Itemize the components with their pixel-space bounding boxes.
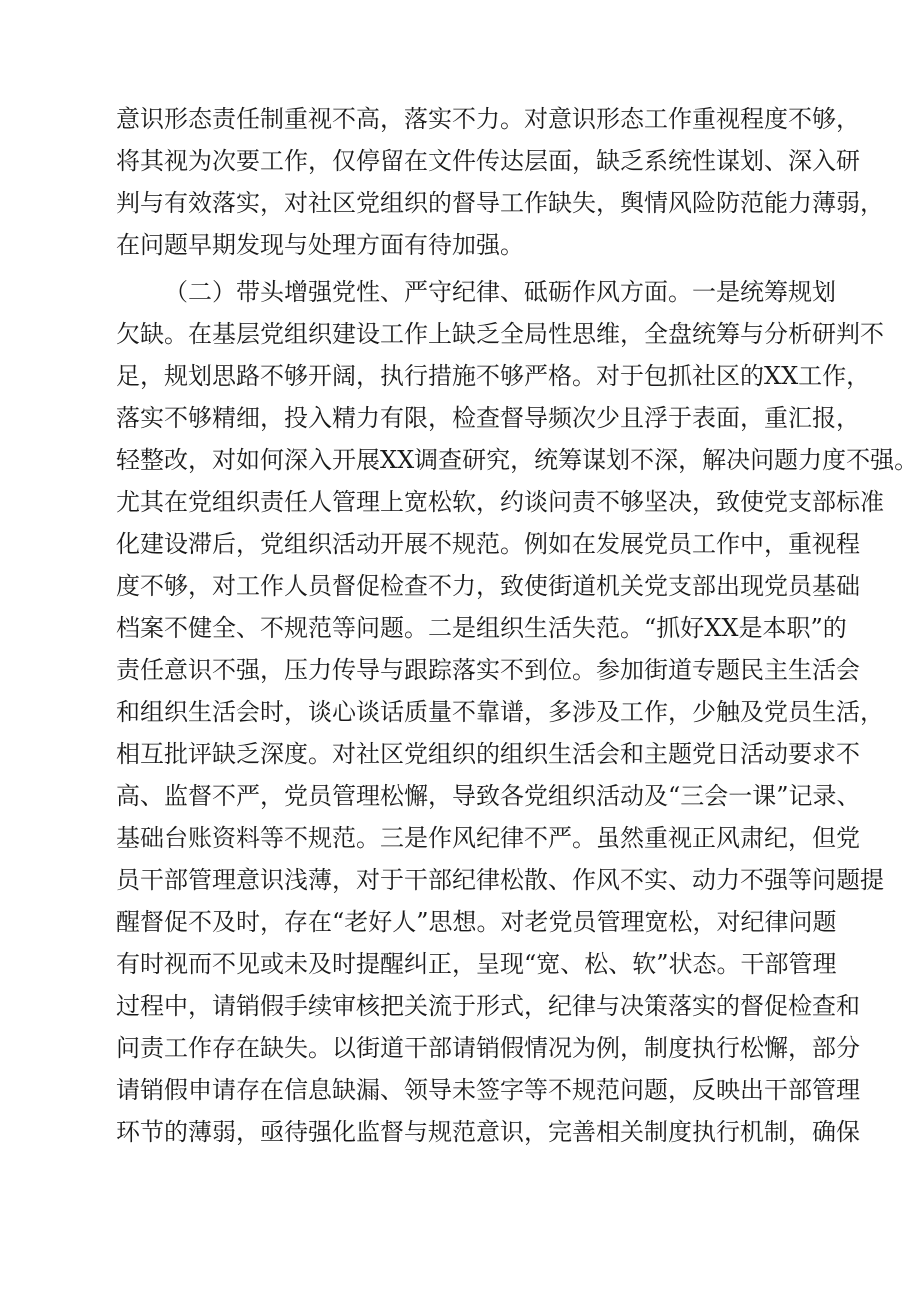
paragraph-2-line-10: 责任意识不强，压力传导与跟踪落实不到位。参加街道专题民主生活会 [116,656,860,684]
paragraph-2-line-13: 高、监督不严，党员管理松懈，导致各党组织活动及“三会一课”记录、 [116,782,861,810]
paragraph-2-line-5: 轻整改，对如何深入开展XX调查研究，统筹谋划不深，解决问题力度不强。 [116,446,919,474]
paragraph-2-line-15: 员干部管理意识浅薄，对于干部纪律松散、作风不实、动力不强等问题提 [116,866,884,894]
paragraph-2-line-14: 基础台账资料等不规范。三是作风纪律不严。虽然重视正风肃纪，但党 [116,824,860,852]
paragraph-1-line-2: 将其视为次要工作，仅停留在文件传达层面，缺乏系统性谋划、深入研 [116,147,860,175]
paragraph-2-line-6: 尤其在党组织责任人管理上宽松软，约谈问责不够坚决，致使党支部标准 [116,488,884,516]
paragraph-2-line-12: 相互批评缺乏深度。对社区党组织的组织生活会和主题党日活动要求不 [116,740,860,768]
paragraph-2-line-19: 问责工作存在缺失。以街道干部请销假情况为例，制度执行松懈，部分 [116,1034,860,1062]
paragraph-2-line-16: 醒督促不及时，存在“老好人”思想。对老党员管理宽松，对纪律问题 [116,908,837,936]
paragraph-1-line-3: 判与有效落实，对社区党组织的督导工作缺失，舆情风险防范能力薄弱， [116,189,884,217]
paragraph-2-line-11: 和组织生活会时，谈心谈话质量不靠谱，多涉及工作，少触及党员生活， [116,698,884,726]
paragraph-2-line-1: （二）带头增强党性、严守纪律、砥砺作风方面。一是统筹规划 [164,278,836,306]
paragraph-2-line-3: 足，规划思路不够开阔，执行措施不够严格。对于包抓社区的XX工作， [116,362,871,390]
paragraph-2-line-7: 化建设滞后，党组织活动开展不规范。例如在发展党员工作中，重视程 [116,530,860,558]
paragraph-2-line-4: 落实不够精细，投入精力有限，检查督导频次少且浮于表面，重汇报， [116,404,860,432]
paragraph-1-line-1: 意识形态责任制重视不高，落实不力。对意识形态工作重视程度不够， [116,105,860,133]
paragraph-2-line-9: 档案不健全、不规范等问题。二是组织生活失范。“抓好XX是本职”的 [116,614,847,642]
paragraph-2-line-8: 度不够，对工作人员督促检查不力，致使街道机关党支部出现党员基础 [116,572,860,600]
paragraph-2-line-17: 有时视而不见或未及时提醒纠正，呈现“宽、松、软”状态。干部管理 [116,950,837,978]
paragraph-2-line-21: 环节的薄弱，亟待强化监督与规范意识，完善相关制度执行机制，确保 [116,1118,860,1146]
paragraph-1-line-4: 在问题早期发现与处理方面有待加强。 [116,231,524,259]
paragraph-2-line-18: 过程中，请销假手续审核把关流于形式，纪律与决策落实的督促检查和 [116,992,860,1020]
paragraph-2-line-20: 请销假申请存在信息缺漏、领导未签字等不规范问题，反映出干部管理 [116,1076,860,1104]
paragraph-2-line-2: 欠缺。在基层党组织建设工作上缺乏全局性思维，全盘统筹与分析研判不 [116,320,884,348]
